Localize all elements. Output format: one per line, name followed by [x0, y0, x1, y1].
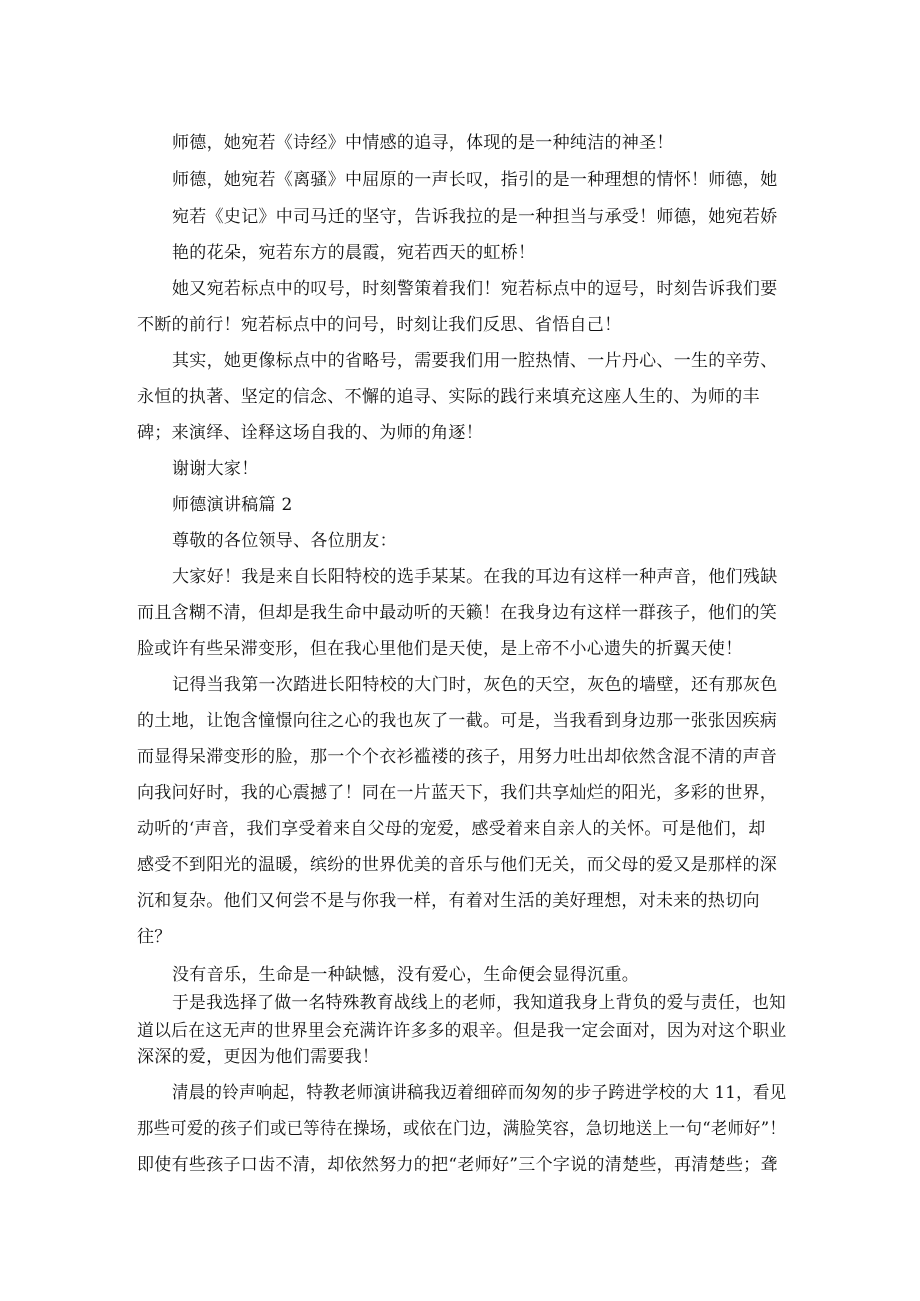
text-line: 永恒的执著、坚定的信念、不懈的追寻、实际的践行来填充这座人生的、为师的丰 — [137, 387, 760, 407]
text-line: 深深的爱，更因为他们需要我！ — [137, 1047, 380, 1067]
text-line: 动听的‘声音，我们享受着来自父母的宠爱，感受着来自亲人的关怀。可是他们，却 — [137, 819, 766, 839]
text-line: 即使有些孩子口齿不清，却依然努力的把“老师好”三个字说的清楚些，再清楚些；聋 — [137, 1155, 778, 1175]
text-line: 其实，她更像标点中的省略号，需要我们用一腔热情、一片丹心、一生的辛劳、 — [172, 351, 778, 371]
text-line: 往？ — [137, 927, 172, 947]
text-line: 于是我选择了做一名特殊教育战线上的老师，我知道我身上背负的爱与责任，也知 — [172, 993, 787, 1013]
text-line: 而显得呆滞变形的脸，那一个个衣衫褴褛的孩子，用努力吐出却依然含混不清的声音 — [137, 747, 778, 767]
text-line: 脸或许有些呆滞变形，但在我心里他们是天使，是上帝不小心遗失的折翼天使！ — [137, 639, 743, 659]
text-line: 向我问好时，我的心震撼了！同在一片蓝天下，我们共享灿烂的阳光，多彩的世界， — [137, 783, 778, 803]
text-line: 师德，她宛若《离骚》中屈原的一声长叹，指引的是一种理想的情怀！师德，她 — [172, 170, 778, 190]
text-line: 没有音乐，生命是一种缺憾，没有爱心，生命便会显得沉重。 — [172, 965, 640, 985]
text-line: 记得当我第一次踏进长阳特校的大门时，灰色的天空，灰色的墙壁，还有那灰色 — [172, 675, 778, 695]
section-heading: 师德演讲稿篇 2 — [172, 495, 293, 515]
text-line: 道以后在这无声的世界里会充满许许多多的艰辛。但是我一定会面对，因为对这个职业 — [137, 1021, 787, 1041]
text-line: 不断的前行！宛若标点中的问号，时刻让我们反思、省悟自己！ — [137, 315, 622, 335]
text-line: 而且含糊不清，但却是我生命中最动听的天籁！在我身边有这样一群孩子，他们的笑 — [137, 603, 778, 623]
text-line: 感受不到阳光的温暖，缤纷的世界优美的音乐与他们无关，而父母的爱又是那样的深 — [137, 855, 778, 875]
text-line: 她又宛若标点中的叹号，时刻警策着我们！宛若标点中的逗号，时刻告诉我们要 — [172, 279, 778, 299]
text-line: 艳的花朵，宛若东方的晨霞，宛若西天的虹桥！ — [172, 243, 536, 263]
text-line: 清晨的铃声响起，特教老师演讲稿我迈着细碎而匆匆的步子跨进学校的大 11，看见 — [172, 1083, 787, 1103]
text-line: 谢谢大家！ — [172, 459, 259, 479]
text-line: 沉和复杂。他们又何尝不是与你我一样，有着对生活的美好理想，对未来的热切向 — [137, 891, 760, 911]
salutation: 尊敬的各位领导、各位朋友： — [172, 531, 397, 551]
text-line: 碑；来演绎、诠释这场自我的、为师的角逐！ — [137, 423, 483, 443]
text-line: 宛若《史记》中司马迁的坚守，告诉我拉的是一种担当与承受！师德，她宛若娇 — [172, 207, 778, 227]
text-line: 的土地，让饱含憧憬向往之心的我也灰了一截。可是，当我看到身边那一张张因疾病 — [137, 711, 778, 731]
text-line: 师德，她宛若《诗经》中情感的追寻，体现的是一种纯洁的神圣！ — [172, 133, 674, 153]
text-line: 大家好！我是来自长阳特校的选手某某。在我的耳边有这样一种声音，他们残缺 — [172, 567, 778, 587]
text-line: 那些可爱的孩子们或已等待在操场，或依在门边，满脸笑容，急切地送上一句“老师好”！ — [137, 1119, 787, 1139]
